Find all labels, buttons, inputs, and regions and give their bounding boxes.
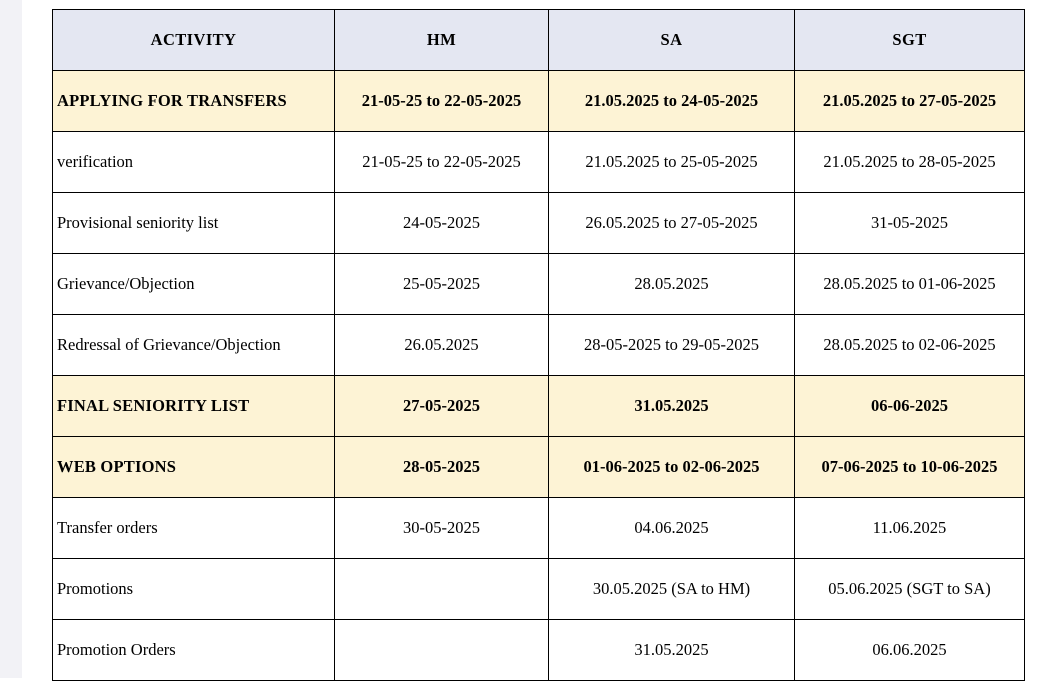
cell-sgt: 21.05.2025 to 28-05-2025: [795, 132, 1025, 193]
cell-sgt: 31-05-2025: [795, 193, 1025, 254]
table-row: [53, 437, 1025, 498]
cell-sgt: 05.06.2025 (SGT to SA): [795, 559, 1025, 620]
column-header-hm: HM: [335, 10, 549, 71]
cell-hm: [335, 559, 549, 620]
cell-activity: Provisional seniority list: [53, 193, 335, 254]
cell-activity: Transfer orders: [53, 498, 335, 559]
table-header-row: [53, 10, 1025, 71]
cell-sa: 21.05.2025 to 24-05-2025: [549, 71, 795, 132]
cell-hm: 27-05-2025: [335, 376, 549, 437]
cell-activity: Promotions: [53, 559, 335, 620]
cell-sgt: 28.05.2025 to 02-06-2025: [795, 315, 1025, 376]
page-left-margin-band: [0, 0, 22, 678]
cell-sgt: 07-06-2025 to 10-06-2025: [795, 437, 1025, 498]
cell-sgt: 21.05.2025 to 27-05-2025: [795, 71, 1025, 132]
table-body: [53, 71, 1025, 681]
cell-sa: 31.05.2025: [549, 376, 795, 437]
cell-activity: Redressal of Grievance/Objection: [53, 315, 335, 376]
cell-sa: 28-05-2025 to 29-05-2025: [549, 315, 795, 376]
cell-sgt: 28.05.2025 to 01-06-2025: [795, 254, 1025, 315]
table-row: [53, 193, 1025, 254]
cell-sgt: 06-06-2025: [795, 376, 1025, 437]
column-header-sgt: SGT: [795, 10, 1025, 71]
table-row: [53, 620, 1025, 681]
cell-hm: 24-05-2025: [335, 193, 549, 254]
cell-hm: [335, 620, 549, 681]
cell-activity: FINAL SENIORITY LIST: [53, 376, 335, 437]
cell-activity: Grievance/Objection: [53, 254, 335, 315]
table-row: [53, 498, 1025, 559]
table-row: [53, 71, 1025, 132]
cell-sa: 21.05.2025 to 25-05-2025: [549, 132, 795, 193]
page-left-margin-inner: [22, 0, 52, 678]
cell-sa: 04.06.2025: [549, 498, 795, 559]
transfer-schedule-table: [52, 9, 1025, 681]
cell-hm: 30-05-2025: [335, 498, 549, 559]
cell-hm: 28-05-2025: [335, 437, 549, 498]
cell-activity: Promotion Orders: [53, 620, 335, 681]
table-row: [53, 315, 1025, 376]
cell-hm: 26.05.2025: [335, 315, 549, 376]
cell-sa: 31.05.2025: [549, 620, 795, 681]
cell-hm: 25-05-2025: [335, 254, 549, 315]
column-header-activity: ACTIVITY: [53, 10, 335, 71]
cell-sa: 26.05.2025 to 27-05-2025: [549, 193, 795, 254]
cell-activity: APPLYING FOR TRANSFERS: [53, 71, 335, 132]
cell-activity: verification: [53, 132, 335, 193]
table-header: [53, 10, 1025, 71]
column-header-sa: SA: [549, 10, 795, 71]
cell-hm: 21-05-25 to 22-05-2025: [335, 132, 549, 193]
cell-hm: 21-05-25 to 22-05-2025: [335, 71, 549, 132]
cell-sgt: 06.06.2025: [795, 620, 1025, 681]
table-row: [53, 559, 1025, 620]
table-row: [53, 254, 1025, 315]
cell-sa: 01-06-2025 to 02-06-2025: [549, 437, 795, 498]
cell-sgt: 11.06.2025: [795, 498, 1025, 559]
cell-activity: WEB OPTIONS: [53, 437, 335, 498]
cell-sa: 28.05.2025: [549, 254, 795, 315]
table-row: [53, 132, 1025, 193]
cell-sa: 30.05.2025 (SA to HM): [549, 559, 795, 620]
schedule-table-container: [52, 9, 1024, 681]
table-row: [53, 376, 1025, 437]
